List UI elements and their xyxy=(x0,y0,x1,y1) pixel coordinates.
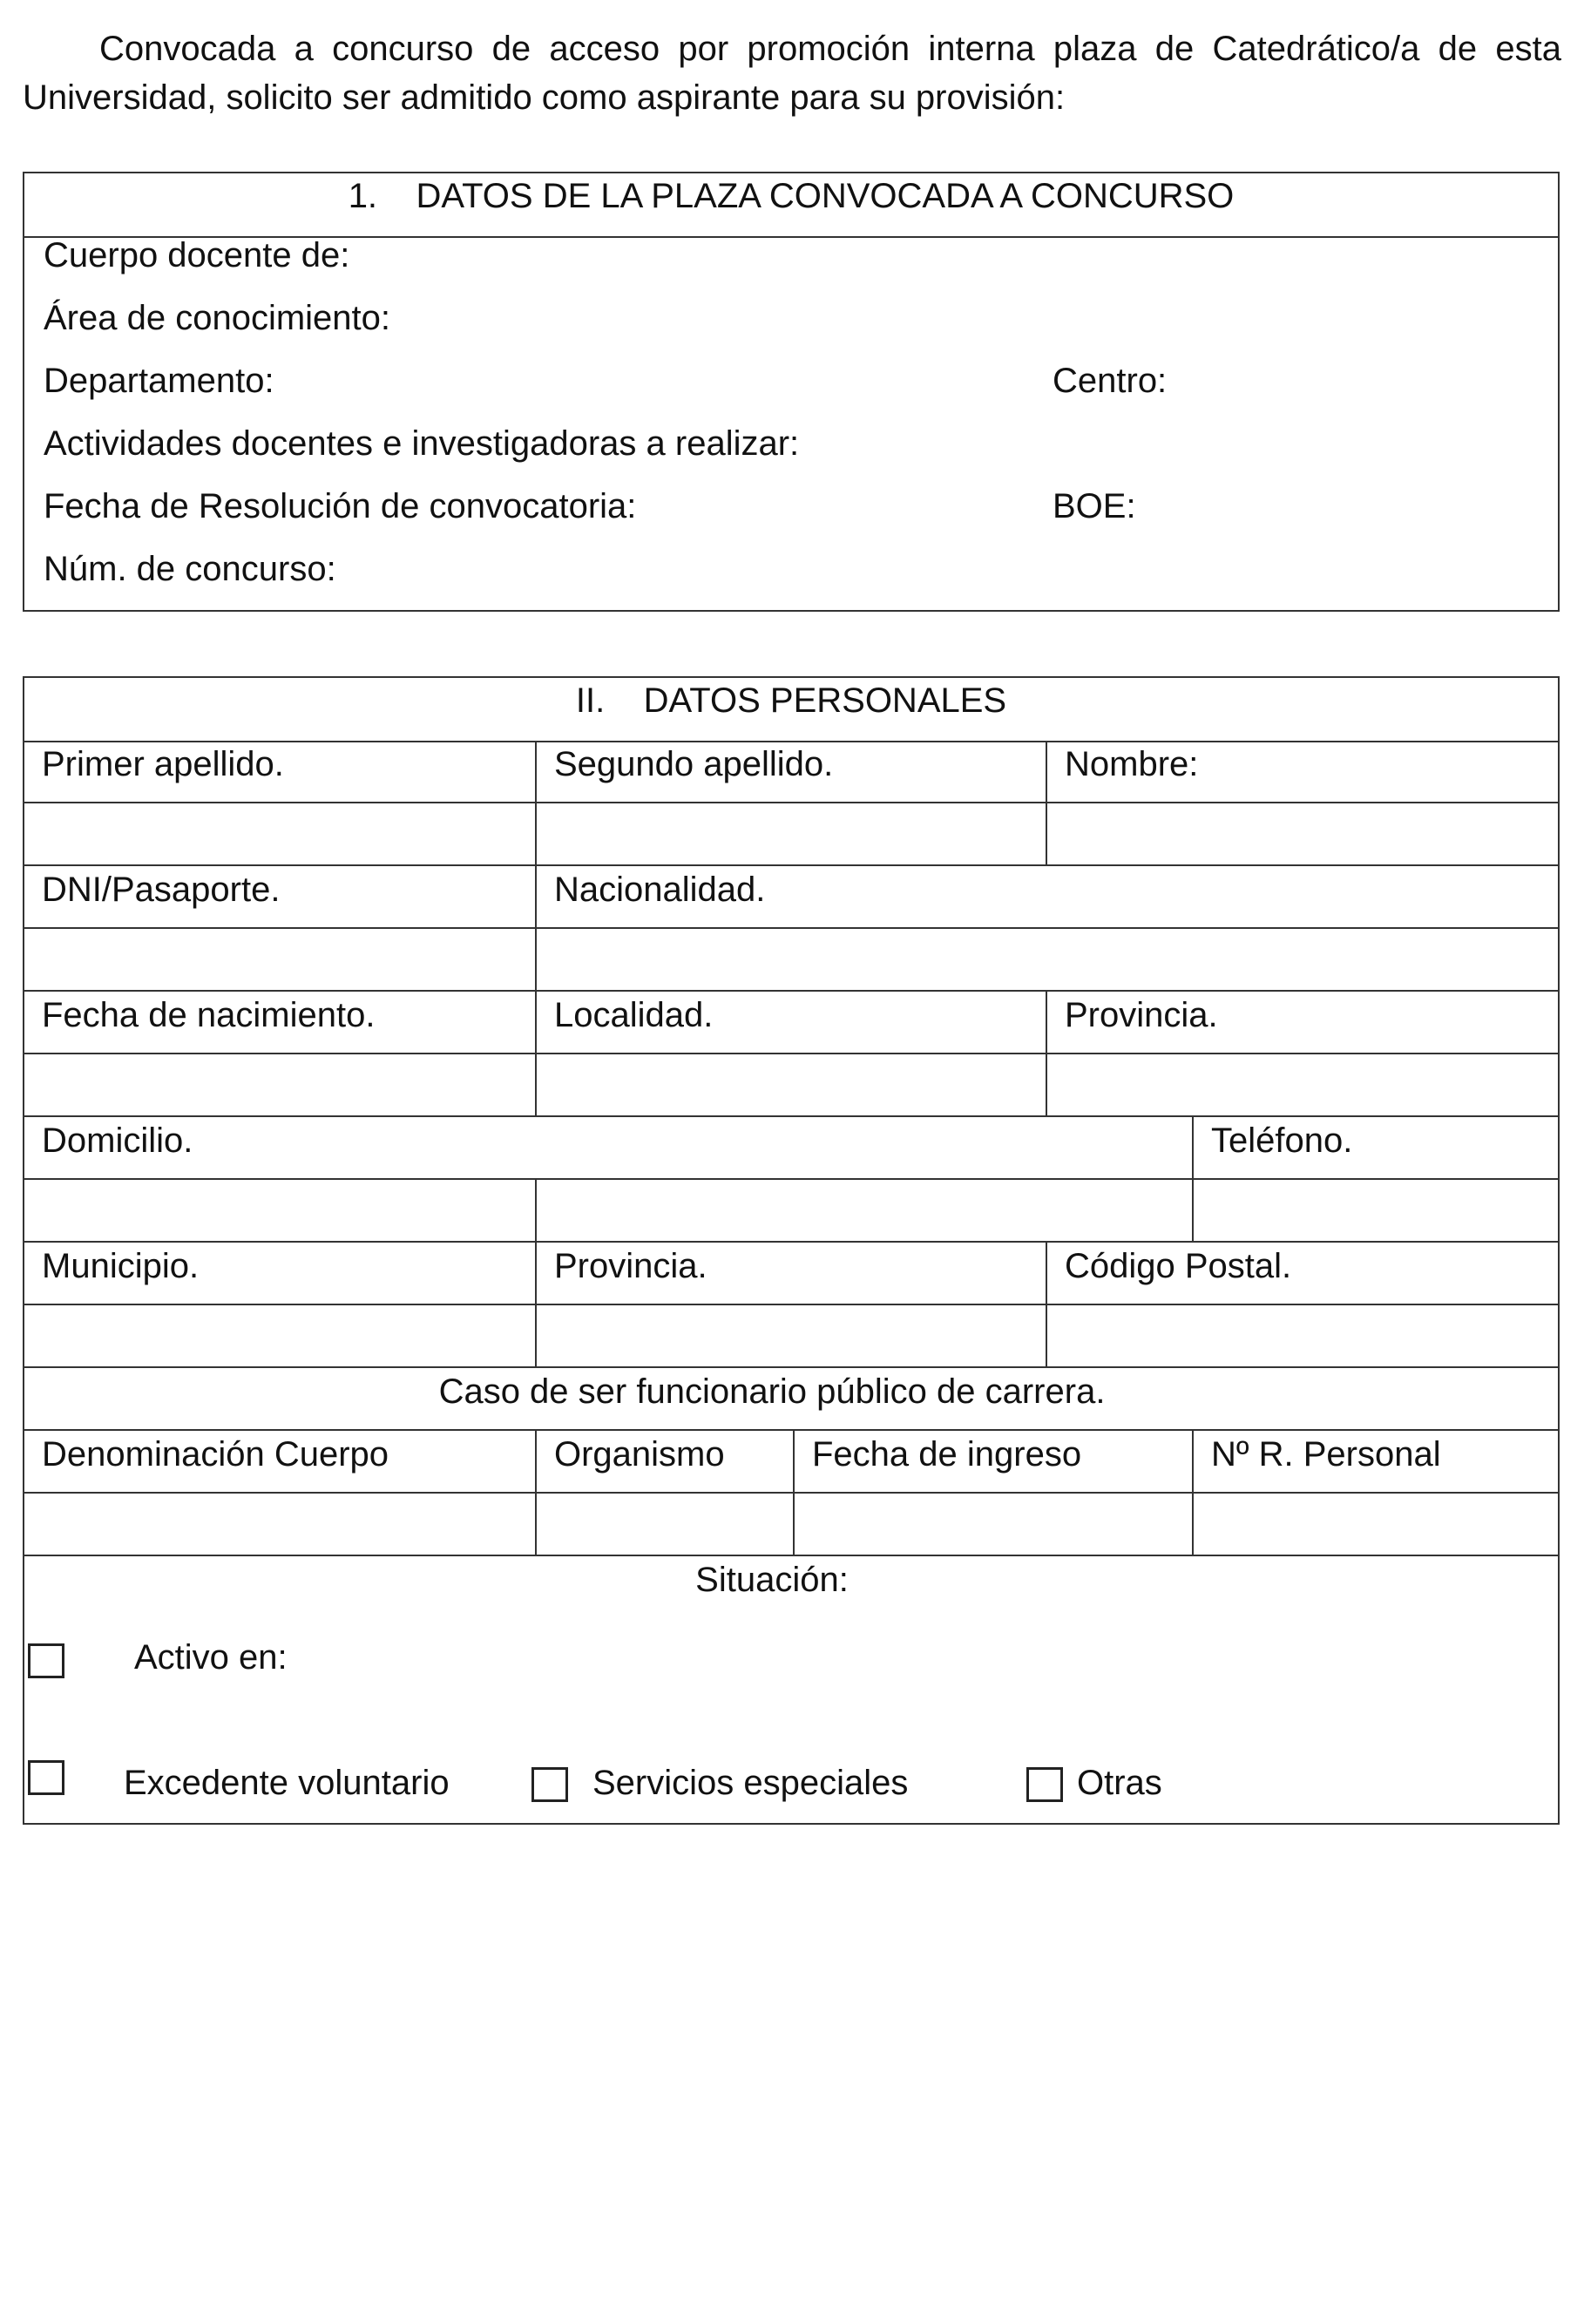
municipio-label-row xyxy=(24,1243,1558,1305)
nombre-field[interactable] xyxy=(1046,803,1558,866)
municipio-label: Municipio. xyxy=(42,1247,200,1285)
excedente-checkbox[interactable] xyxy=(28,1760,64,1795)
section-plaza-title-text: DATOS DE LA PLAZA CONVOCADA A CONCURSO xyxy=(416,177,1235,215)
segundo-apellido-label: Segundo apellido. xyxy=(535,741,1046,803)
provincia-field[interactable] xyxy=(1046,1054,1558,1117)
telefono-label: Teléfono. xyxy=(1192,1117,1558,1180)
funcionario-input-row xyxy=(24,1494,1558,1556)
otras-checkbox[interactable] xyxy=(1026,1767,1063,1802)
activo-checkbox[interactable] xyxy=(28,1643,64,1678)
codigo-postal-label: Código Postal. xyxy=(1046,1243,1558,1305)
names-label-row xyxy=(24,741,1558,803)
denominacion-label: Denominación Cuerpo xyxy=(42,1435,389,1474)
funcionario-caption: Caso de ser funcionario público de carrera. xyxy=(438,1372,1106,1411)
funcionario-label-row xyxy=(24,1431,1558,1494)
cuerpo-docente-label: Cuerpo docente de: xyxy=(44,236,350,274)
fecha-ingreso-label: Fecha de ingreso xyxy=(793,1431,1192,1494)
nacionalidad-field[interactable] xyxy=(535,929,1558,992)
section-plaza-title xyxy=(24,173,1558,238)
actividades-label: Actividades docentes e investigadoras a realizar: xyxy=(44,424,800,463)
codigo-postal-field[interactable] xyxy=(1046,1305,1558,1368)
departamento-label: Departamento: xyxy=(44,362,274,400)
servicios-checkbox[interactable] xyxy=(531,1767,568,1802)
activo-label: Activo en: xyxy=(134,1638,288,1677)
nr-personal-label: Nº R. Personal xyxy=(1192,1431,1558,1494)
centro-label: Centro: xyxy=(1053,362,1168,400)
funcionario-caption-row xyxy=(24,1368,1558,1431)
fecha-ingreso-field[interactable] xyxy=(793,1494,1192,1556)
provincia2-label: Provincia. xyxy=(535,1243,1046,1305)
denominacion-field[interactable] xyxy=(24,1494,535,1556)
dni-field[interactable] xyxy=(24,929,535,992)
section-personal-number: II. xyxy=(575,681,606,720)
municipio-field[interactable] xyxy=(24,1305,535,1368)
nr-personal-field[interactable] xyxy=(1192,1494,1558,1556)
section-datos-personales xyxy=(23,676,1560,1825)
area-conocimiento-label: Área de conocimiento: xyxy=(44,299,391,337)
section-plaza-number: 1. xyxy=(348,177,378,215)
fecha-nacimiento-label: Fecha de nacimiento. xyxy=(42,996,376,1034)
domicilio-field-a[interactable] xyxy=(24,1180,535,1243)
otras-label: Otras xyxy=(1077,1764,1162,1802)
organismo-label: Organismo xyxy=(535,1431,793,1494)
intro-paragraph: Convocada a concurso de acceso por promoción interna plaza de Catedrático/a de esta Universidad, solicito ser admitido como aspirante para su provisión: xyxy=(23,30,1561,117)
num-concurso-label: Núm. de concurso: xyxy=(44,550,336,588)
domicilio-label-row xyxy=(24,1117,1558,1180)
primer-apellido-field[interactable] xyxy=(24,803,535,866)
birth-label-row xyxy=(24,992,1558,1054)
organismo-field[interactable] xyxy=(535,1494,793,1556)
section-personal-title-text: DATOS PERSONALES xyxy=(643,681,1007,720)
dni-label: DNI/Pasaporte. xyxy=(42,871,281,909)
section-personal-title xyxy=(24,678,1558,742)
domicilio-field-b[interactable] xyxy=(535,1180,1192,1243)
telefono-field[interactable] xyxy=(1192,1180,1558,1243)
nacionalidad-label: Nacionalidad. xyxy=(535,866,1558,929)
birth-input-row xyxy=(24,1054,1558,1117)
situacion-label: Situación: xyxy=(695,1561,849,1599)
fecha-resolucion-label: Fecha de Resolución de convocatoria: xyxy=(44,487,637,525)
names-input-row xyxy=(24,803,1558,866)
provincia2-field[interactable] xyxy=(535,1305,1046,1368)
domicilio-label: Domicilio. xyxy=(42,1121,193,1160)
segundo-apellido-field[interactable] xyxy=(535,803,1046,866)
nombre-label: Nombre: xyxy=(1046,741,1558,803)
domicilio-input-row xyxy=(24,1180,1558,1243)
fecha-nacimiento-field[interactable] xyxy=(24,1054,535,1117)
section-plaza xyxy=(23,172,1560,612)
provincia-label: Provincia. xyxy=(1046,992,1558,1054)
localidad-field[interactable] xyxy=(535,1054,1046,1117)
primer-apellido-label: Primer apellido. xyxy=(42,745,284,783)
dni-input-row xyxy=(24,929,1558,992)
servicios-label: Servicios especiales xyxy=(592,1764,909,1802)
municipio-input-row xyxy=(24,1305,1558,1368)
excedente-label: Excedente voluntario xyxy=(124,1764,450,1802)
localidad-label: Localidad. xyxy=(535,992,1046,1054)
dni-label-row xyxy=(24,866,1558,929)
boe-label: BOE: xyxy=(1053,487,1136,525)
